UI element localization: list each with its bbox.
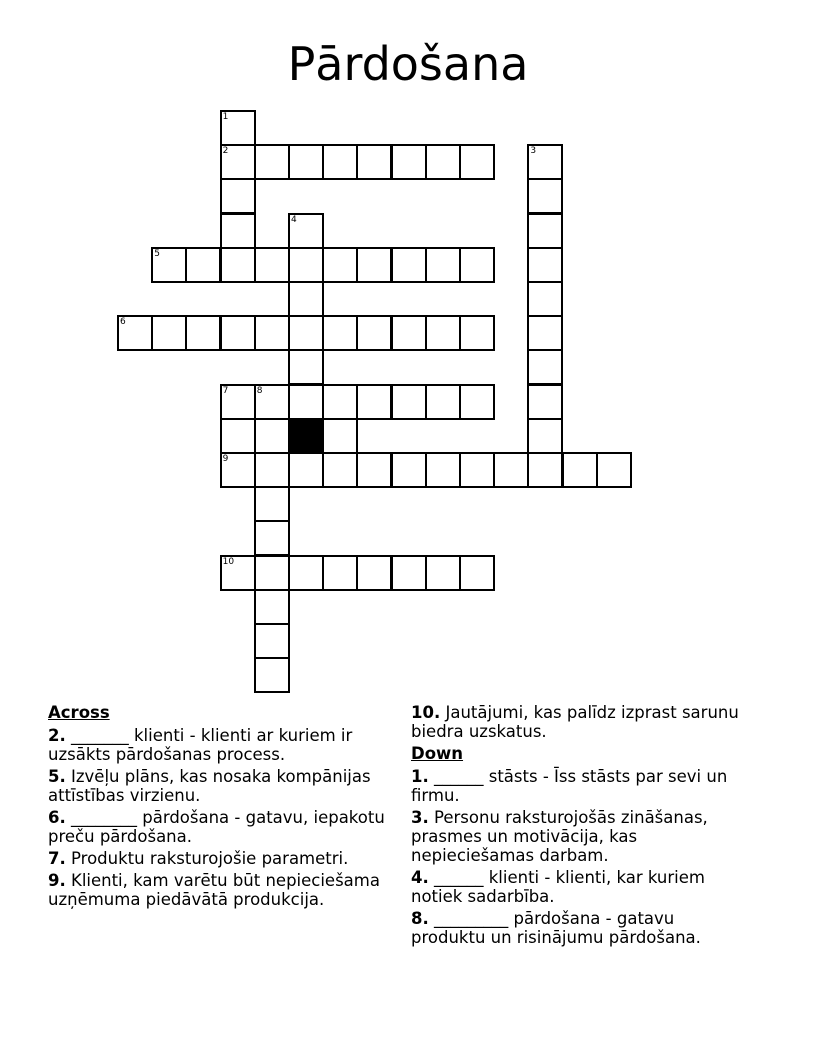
grid-cell[interactable] bbox=[459, 555, 495, 591]
clue-number: 3. bbox=[411, 808, 429, 827]
grid-cell[interactable] bbox=[527, 349, 563, 385]
grid-cell[interactable] bbox=[425, 384, 461, 420]
grid-cell[interactable] bbox=[288, 315, 324, 351]
grid-cell[interactable] bbox=[391, 384, 427, 420]
clue-down-4 bbox=[411, 868, 751, 906]
cell-number: 9 bbox=[222, 454, 229, 464]
grid-cell[interactable] bbox=[356, 384, 392, 420]
grid-cell[interactable] bbox=[220, 384, 256, 420]
clue-number: 10. bbox=[411, 703, 441, 722]
grid-cell[interactable] bbox=[220, 315, 256, 351]
clue-across-5 bbox=[48, 767, 388, 805]
grid-cell[interactable] bbox=[322, 452, 358, 488]
down-heading: Down bbox=[411, 744, 464, 763]
grid-cell[interactable] bbox=[288, 555, 324, 591]
grid-cell[interactable] bbox=[288, 384, 324, 420]
grid-cell[interactable] bbox=[254, 555, 290, 591]
cell-number: 5 bbox=[154, 248, 160, 259]
clue-down-8 bbox=[411, 909, 751, 947]
cell-number: 2 bbox=[222, 146, 229, 157]
grid-cell[interactable] bbox=[254, 589, 290, 625]
grid-cell[interactable] bbox=[220, 452, 256, 488]
clue-text: ______ stāsts - Īss stāsts par sevi un firmu. bbox=[411, 767, 728, 805]
grid-cell[interactable] bbox=[425, 452, 461, 488]
clue-text: _________ pārdošana - gatavu produktu un risinājumu pārdošana. bbox=[411, 909, 701, 947]
grid-cell[interactable] bbox=[220, 247, 256, 283]
clue-across-9 bbox=[48, 871, 388, 909]
clue-number: 4. bbox=[411, 868, 429, 887]
cell-number: 10 bbox=[222, 556, 235, 567]
grid-cell[interactable] bbox=[220, 418, 256, 454]
grid-cell[interactable] bbox=[527, 213, 563, 249]
clue-text: Produktu raksturojošie parametri. bbox=[65, 849, 349, 868]
clues-left-column bbox=[48, 703, 388, 912]
clue-text: _______ klienti - klienti ar kuriem ir uzsākts pārdošanas process. bbox=[48, 726, 353, 764]
grid-cell[interactable] bbox=[220, 144, 256, 180]
grid-cell[interactable] bbox=[459, 247, 495, 283]
grid-cell[interactable] bbox=[288, 452, 324, 488]
grid-cell[interactable] bbox=[356, 144, 392, 180]
grid-cell[interactable] bbox=[322, 144, 358, 180]
grid-cell[interactable] bbox=[254, 452, 290, 488]
grid-cell[interactable] bbox=[527, 247, 563, 283]
grid-cell[interactable] bbox=[254, 247, 290, 283]
grid-cell[interactable] bbox=[151, 247, 187, 283]
grid-cell[interactable] bbox=[527, 281, 563, 317]
grid-cell[interactable] bbox=[391, 555, 427, 591]
grid-cell[interactable] bbox=[322, 384, 358, 420]
clue-number: 2. bbox=[48, 726, 66, 745]
grid-cell[interactable] bbox=[596, 452, 632, 488]
grid-cell[interactable] bbox=[391, 315, 427, 351]
clue-number: 8. bbox=[411, 909, 429, 928]
grid-cell[interactable] bbox=[220, 213, 256, 249]
clue-number: 1. bbox=[411, 767, 429, 786]
cell-number: 1 bbox=[222, 112, 229, 122]
grid-cell[interactable] bbox=[322, 555, 358, 591]
clue-text: Personu raksturojošās zināšanas, prasmes un motivācija, kas nepieciešamas darbam. bbox=[411, 808, 708, 865]
grid-cell[interactable] bbox=[288, 144, 324, 180]
clue-across-6 bbox=[48, 808, 388, 846]
grid-cell[interactable] bbox=[288, 213, 324, 249]
grid-cell[interactable] bbox=[459, 315, 495, 351]
grid-cell[interactable] bbox=[356, 452, 392, 488]
clue-number: 9. bbox=[48, 871, 66, 890]
clue-down-3 bbox=[411, 808, 751, 865]
grid-cell[interactable] bbox=[254, 384, 290, 420]
clue-text: ______ klienti - klienti, kar kuriem notiek sadarbība. bbox=[411, 868, 705, 906]
grid-cell[interactable] bbox=[185, 247, 221, 283]
grid-cell[interactable] bbox=[288, 349, 324, 385]
grid-cell[interactable] bbox=[493, 452, 529, 488]
clue-text: Klienti, kam varētu būt nepieciešama uzņēmuma piedāvātā produkcija. bbox=[48, 871, 380, 909]
cell-number: 4 bbox=[291, 214, 297, 225]
grid-cell[interactable] bbox=[562, 452, 598, 488]
clues-right-column bbox=[411, 703, 751, 950]
cell-number: 7 bbox=[222, 385, 229, 396]
clue-across-2 bbox=[48, 726, 388, 764]
grid-cell[interactable] bbox=[220, 555, 256, 591]
grid-cell[interactable] bbox=[220, 110, 256, 146]
page-title: Pārdošana bbox=[287, 37, 529, 91]
grid-cell[interactable] bbox=[288, 247, 324, 283]
grid-cell[interactable] bbox=[220, 178, 256, 214]
grid-cell[interactable] bbox=[254, 623, 290, 659]
cell-number: 8 bbox=[256, 385, 263, 396]
grid-cell[interactable] bbox=[425, 247, 461, 283]
clue-down-1 bbox=[411, 767, 751, 805]
grid-cell[interactable] bbox=[151, 315, 187, 351]
grid-cell[interactable] bbox=[425, 555, 461, 591]
grid-cell[interactable] bbox=[527, 178, 563, 214]
grid-cell[interactable] bbox=[117, 315, 153, 351]
across-heading: Across bbox=[48, 703, 110, 722]
clue-text: Jautājumi, kas palīdz izprast sarunu biedra uzskatus. bbox=[411, 703, 739, 741]
grid-cell[interactable] bbox=[322, 247, 358, 283]
grid-cell[interactable] bbox=[356, 247, 392, 283]
grid-cell[interactable] bbox=[356, 315, 392, 351]
grid-cell[interactable] bbox=[254, 144, 290, 180]
grid-cell[interactable] bbox=[356, 555, 392, 591]
grid-cell[interactable] bbox=[391, 144, 427, 180]
grid-cell[interactable] bbox=[254, 657, 290, 693]
clue-across-7 bbox=[48, 849, 388, 868]
grid-cell[interactable] bbox=[527, 384, 563, 420]
grid-cell[interactable] bbox=[391, 452, 427, 488]
clue-number: 5. bbox=[48, 767, 66, 786]
grid-cell[interactable] bbox=[459, 384, 495, 420]
grid-cell[interactable] bbox=[459, 144, 495, 180]
clue-across-10 bbox=[411, 703, 751, 741]
cell-number: 6 bbox=[120, 317, 126, 328]
grid-cell[interactable] bbox=[527, 315, 563, 351]
grid-cell[interactable] bbox=[527, 452, 563, 488]
grid-cell[interactable] bbox=[322, 315, 358, 351]
grid-cell[interactable] bbox=[459, 452, 495, 488]
grid-cell[interactable] bbox=[527, 418, 563, 454]
grid-cell[interactable] bbox=[254, 486, 290, 522]
grid-cell[interactable] bbox=[391, 247, 427, 283]
clue-number: 7. bbox=[48, 849, 66, 868]
grid-cell[interactable] bbox=[185, 315, 221, 351]
cell-number: 3 bbox=[530, 146, 537, 157]
clue-text: ________ pārdošana - gatavu, iepakotu preču pārdošana. bbox=[48, 808, 385, 846]
grid-cell[interactable] bbox=[254, 418, 290, 454]
grid-cell[interactable] bbox=[254, 520, 290, 556]
grid-cell[interactable] bbox=[425, 315, 461, 351]
grid-cell[interactable] bbox=[254, 315, 290, 351]
grid-cell[interactable] bbox=[425, 144, 461, 180]
clue-text: Izvēļu plāns, kas nosaka kompānijas attīstības virzienu. bbox=[48, 767, 371, 805]
grid-cell[interactable] bbox=[527, 144, 563, 180]
grid-cell[interactable] bbox=[322, 418, 358, 454]
grid-cell-blocked bbox=[288, 418, 324, 454]
grid-cell[interactable] bbox=[288, 281, 324, 317]
clue-number: 6. bbox=[48, 808, 66, 827]
